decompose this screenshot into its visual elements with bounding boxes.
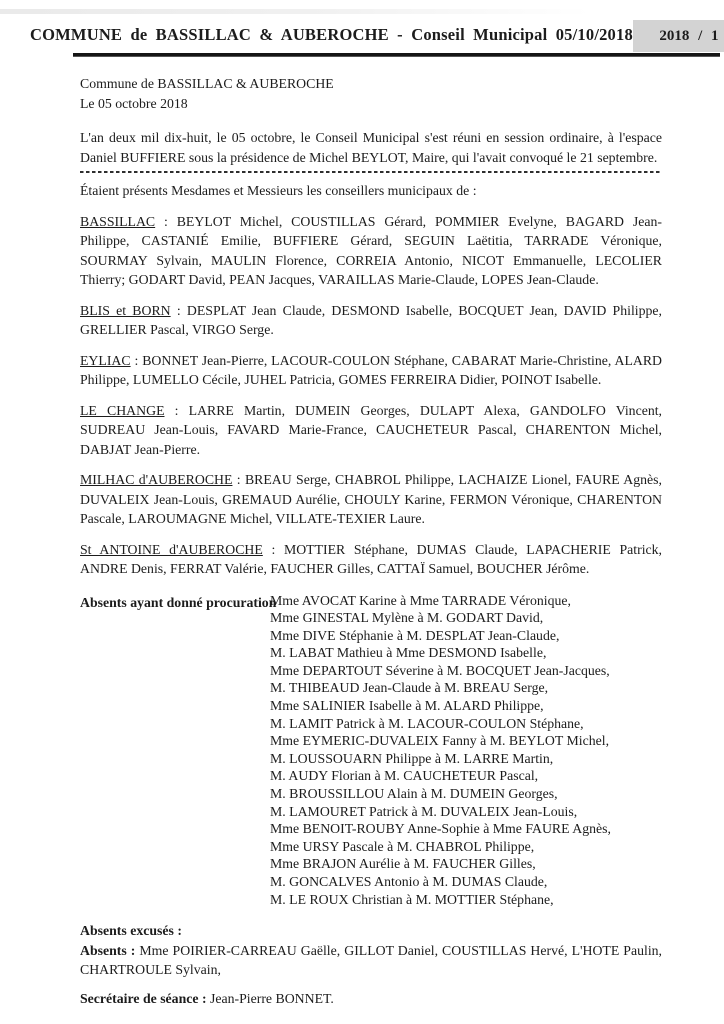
procuration-item: M. LOUSSOUARN Philippe à M. LARRE Martin, [270,750,554,766]
commune-paragraph-bassillac [80,212,662,290]
opening-paragraph: L'an deux mil dix-huit, le 05 octobre, le Conseil Municipal s'est réuni en session ordinaire, à l'espace Daniel BUFFIERE sous la présidence de Michel BEYLOT, Maire, qui l'avait convoqué le 21 septembre. [80,130,662,165]
procuration-item: Mme GINESTAL Mylène à M. GODART David, [270,610,544,626]
commune-members: BONNET Jean-Pierre, LACOUR-COULON Stéphane, CABARAT Marie-Christine, ALARD Philippe, LUMELLO Cécile, JUHEL Patricia, GOMES FERREIRA Didier, POINOT Isabelle. [80,352,663,387]
procurations-section [80,592,662,909]
procuration-item: Mme EYMERIC-DUVALEIX Fanny à M. BEYLOT Michel, [270,733,610,749]
header-title: COMMUNE de BASSILLAC & AUBEROCHE - Conseil Municipal 05/10/2018 [30,25,633,44]
procuration-item: Mme DEPARTOUT Séverine à M. BOCQUET Jean-Jacques, [270,662,610,678]
commune-members: BREAU Serge, CHABROL Philippe, LACHAIZE Lionel, FAURE Agnès, DUVALEIX Jean-Louis, GREMAUD Aurélie, CHOULY Karine, FERMON Véronique, CHARENTON Pascale, LAROUMAGNE Michel, VILLATE-TEXIER Laure. [80,472,662,526]
procuration-item: Mme SALINIER Isabelle à M. ALARD Philippe, [270,698,544,714]
colon-separator: : [232,472,245,487]
secretaire-label: Secrétaire de séance : [80,990,207,1006]
commune-name: St ANTOINE d'AUBEROCHE [80,541,263,557]
colon-separator: : [164,402,189,418]
procurations-label: Absents ayant donné procuration [80,594,277,610]
date-line: Le 05 octobre 2018 [80,95,188,111]
colon-separator: : [262,541,284,557]
header-rule [73,53,720,57]
procuration-item: Mme BENOIT-ROUBY Anne-Sophie à Mme FAURE Agnès, [270,821,611,837]
scan-artifact [0,9,590,14]
procuration-item: M. LAMOURET Patrick à M. DUVALEIX Jean-Louis, [270,803,578,819]
procuration-item: Mme BRAJON Aurélie à M. FAUCHER Gilles, [270,856,536,872]
procuration-item: M. BROUSSILLOU Alain à M. DUMEIN Georges, [270,786,558,802]
present-line: Étaient présents Mesdames et Messieurs les conseillers municipaux de : [80,183,477,198]
absents-names: Mme POIRIER-CARREAU Gaëlle, GILLOT Daniel, COUSTILLAS Hervé, L'HOTE Paulin, CHARTROULE Sylvain, [80,942,663,978]
procuration-item: M. GONCALVES Antonio à M. DUMAS Claude, [270,874,548,889]
procuration-item: Mme URSY Pascale à M. CHABROL Philippe, [270,838,535,854]
commune-paragraph-milhac [80,470,662,529]
commune-name: BASSILLAC [80,213,156,229]
commune-members: BEYLOT Michel, COUSTILLAS Gérard, POMMIER Evelyne, BAGARD Jean-Philippe, CASTANIÉ Emilie, BUFFIERE Gérard, SEGUIN Laëtitia, TARRADE Véronique, SOURMAY Sylvain, MAULIN Florence, CORREIA Antonio, NICOT Emmanuelle, LECOLIER Thierry; GODART David, PEAN Jacques, VARAILLAS Marie-Claude, LOPES Jean-Claude. [80,213,662,287]
commune-name: MILHAC d'AUBEROCHE [80,472,233,487]
dashed-divider [80,171,662,173]
procuration-item: M. LABAT Mathieu à Mme DESMOND Isabelle, [270,645,547,661]
absents-excuses-label: Absents excusés : [80,923,182,939]
procuration-item: M. LE ROUX Christian à M. MOTTIER Stéphane, [270,891,554,907]
secretaire-name: Jean-Pierre BONNET. [206,990,334,1006]
procuration-item: M. AUDY Florian à M. CAUCHETEUR Pascal, [270,768,539,784]
commune-members: LARRE Martin, DUMEIN Georges, DULAPT Alexa, GANDOLFO Vincent, SUDREAU Jean-Louis, FAVARD Marie-France, CAUCHETEUR Pascal, CHARENTON Michel, DABJAT Jean-Pierre. [80,402,663,457]
absents-line [80,941,662,980]
commune-paragraph-eyliac [80,351,662,390]
commune-paragraph-st-antoine [80,540,662,579]
page-number-box: 2018 / 1 [633,20,724,52]
document-body [80,74,662,1008]
commune-name: LE CHANGE [80,402,165,418]
commune-name: EYLIAC [80,352,131,368]
page-header [0,18,724,57]
procuration-item: M. THIBEAUD Jean-Claude à M. BREAU Serge, [270,680,549,696]
commune-paragraph-blis-et-born [80,301,662,340]
commune-line: Commune de BASSILLAC & AUBEROCHE [80,76,334,91]
commune-paragraph-le-change [80,401,662,460]
procuration-item: Mme AVOCAT Karine à Mme TARRADE Véronique, [270,592,571,608]
colon-separator: : [155,213,177,229]
commune-members: MOTTIER Stéphane, DUMAS Claude, LAPACHERIE Patrick, ANDRE Denis, FERRAT Valérie, FAUCHER Gilles, CATTAÏ Samuel, BOUCHER Jérôme. [80,541,663,576]
procurations-list [270,592,662,909]
secretaire-line [80,989,662,1009]
procuration-item: M. LAMIT Patrick à M. LACOUR-COULON Stéphane, [270,715,584,731]
commune-members: DESPLAT Jean Claude, DESMOND Isabelle, BOCQUET Jean, DAVID Philippe, GRELLIER Pascal, VIRGO Serge. [80,302,662,337]
colon-separator: : [130,352,143,368]
procuration-item: Mme DIVE Stéphanie à M. DESPLAT Jean-Claude, [270,627,560,643]
colon-separator: : [170,302,187,318]
absents-label: Absents : [80,942,136,958]
commune-name: BLIS et BORN [80,302,171,318]
